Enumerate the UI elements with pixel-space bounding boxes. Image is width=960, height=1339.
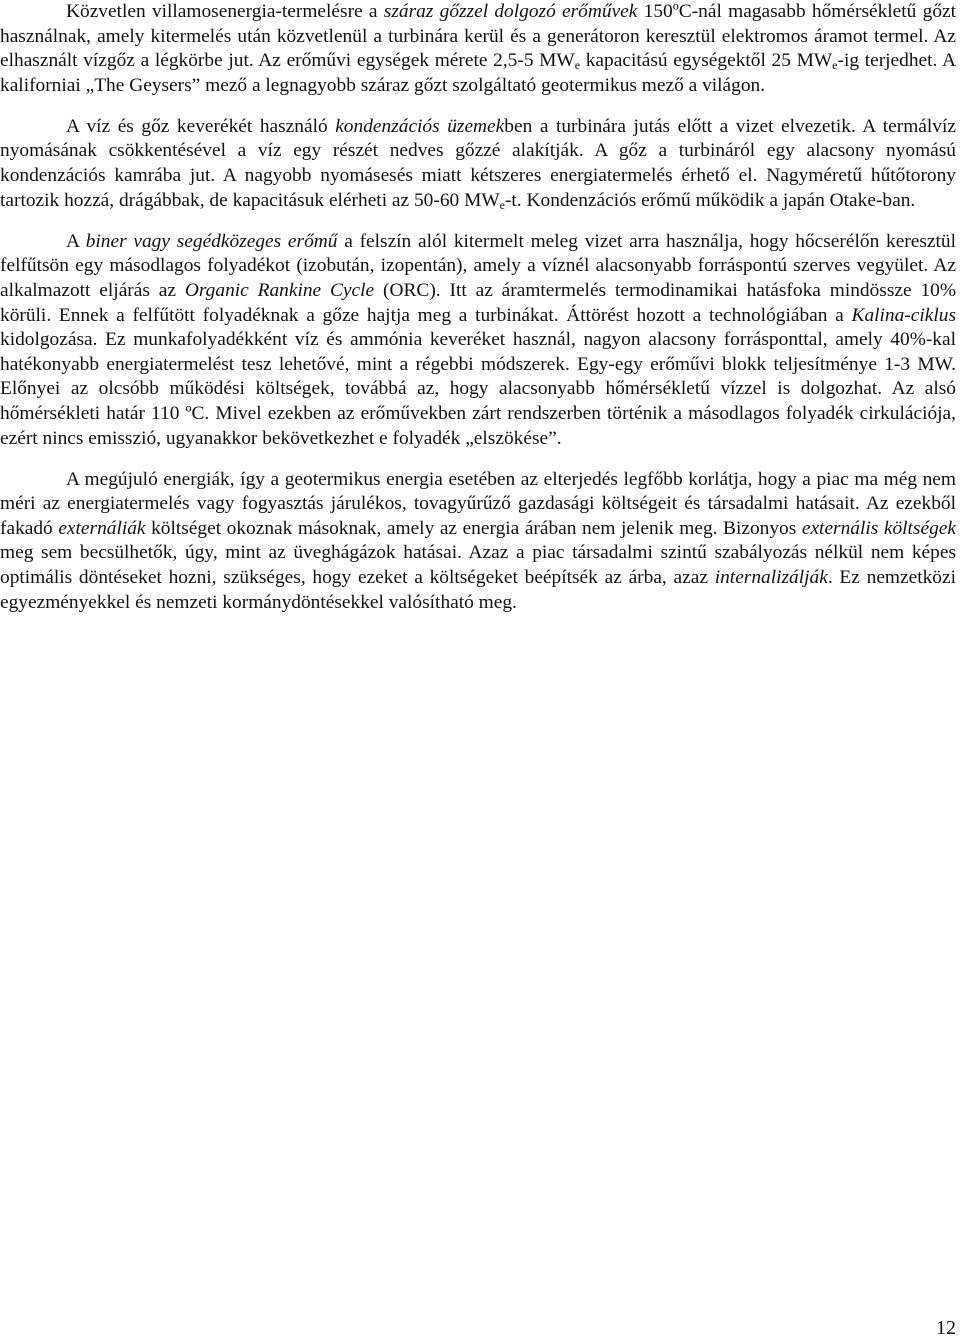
text-run: ben a turbinára jutás előtt a vizet elvezetik. A termálvíz nyomásának csökkentésével a víz egy részét nedves gőzzé alakítják. A gőz a turbináról egy alacsony nyomású kondenzációs kamrába jut. A nagyobb nyomásesés miatt kétszeres energiatermelés érhető el. Nagyméretű hűtőtorony tartozik hozzá, drágábbak, de kapacitásuk elérheti az 50-60 MW [0, 115, 956, 211]
paragraph-binary [0, 230, 956, 451]
text-run: kidolgozása. Ez munkafolyadékként víz és ammónia keveréket használ, nagyon alacsony forrásponttal, amely 40%-kal hatékonyabb energiatermelést tesz lehetővé, mint a régebbi módszerek. Egy-egy erőművi blokk teljesítménye 1-3 MW. Előnyei az olcsóbb működési költségek, továbbá az, hogy alacsonyabb hőmérsékletű vízzel is dolgozhat. Az alsó hőmérsékleti határ 110 ºC. Mivel ezekben az erőművekben zárt rendszerben történik a másodlagos folyadék cirkulációja, ezért nincs emisszió, ugyanakkor bekövetkezhet e folyadék „elszökése”. [0, 329, 956, 449]
emphasized-term: kondenzációs üzemek [335, 115, 505, 137]
emphasized-term: externáliák [58, 517, 146, 539]
subscript: e [499, 197, 505, 212]
text-run: -ig terjedhet. A kaliforniai „The Geysers” mező a legnagyobb száraz gőzt szolgáltató geotermikus mező a világon. [0, 50, 956, 96]
paragraph-condensing [0, 115, 956, 213]
emphasized-term: externális költségek [801, 517, 956, 539]
text-run: A víz és gőz keverékét használó [66, 115, 336, 137]
subscript: e [574, 58, 581, 73]
paragraph-externalities [0, 468, 956, 616]
emphasized-term: biner vagy segédközeges erőmű [85, 230, 338, 252]
emphasized-term: internalizálják [714, 566, 828, 588]
text-run: A [66, 230, 86, 252]
emphasized-term: száraz gőzzel dolgozó erőművek [383, 1, 638, 22]
subscript: e [832, 58, 838, 73]
text-run: a felszín alól kitermelt meleg vizet arra használja, hogy hőcserélőn keresztül felfűtsön egy másodlagos folyadékot (izobután, izopentán), amely a víznél alacsonyabb forráspontú szerves vegyület. Az alkalmazott eljárás az [0, 230, 956, 301]
text-run: 150ºC-nál magasabb hőmérsékletű gőzt használnak, amely kitermelés után közvetlenül a turbinára kerül és a generátoron keresztül elektromos áramot termel. Az elhasznált vízgőz a légkörbe jut. Az erőművi egységek mérete 2,5-5 MW [0, 1, 957, 72]
text-run: költséget okoznak másoknak, amely az energia árában nem jelenik meg. Bizonyos [145, 517, 802, 539]
text-run: kapacitású egységektől 25 MW [580, 50, 833, 72]
text-run: (ORC). Itt az áramtermelés termodinamikai hatásfoka mindössze 10% körüli. Ennek a felfűtött folyadéknak a gőze hajtja meg a turbinákat. Áttörést hozott a technológiában a [0, 279, 957, 326]
emphasized-term: Organic Rankine Cycle [184, 279, 375, 301]
text-run: Közvetlen villamosenergia-termelésre a [66, 1, 384, 22]
body-text [0, 0, 956, 615]
emphasized-term: Kalina-ciklus [851, 304, 956, 326]
text-run: -t. Kondenzációs erőmű működik a japán Otake-ban. [504, 189, 916, 211]
text-run: . Ez nemzetközi egyezményekkel és nemzeti kormánydöntésekkel valósítható meg. [0, 566, 956, 613]
text-run: A megújuló energiák, így a geotermikus energia esetében az elterjedés legfőbb korlátja, hogy a piac ma még nem méri az energiatermelés vagy fogyasztás járulékos, tovagyűrűző gazdasági költségeit és társadalmi hatásait. Az ezekből fakadó [0, 468, 956, 539]
page-number: 12 [936, 1317, 956, 1339]
paragraph-dry-steam [0, 0, 956, 98]
text-run: meg sem becsülhetők, úgy, mint az üveghágázok hatásai. Azaz a piac társadalmi szintű szabályozás nélkül nem képes optimális döntéseket hozni, szükséges, hogy ezeket a költségeket beépítsék az árba, azaz [0, 542, 956, 588]
